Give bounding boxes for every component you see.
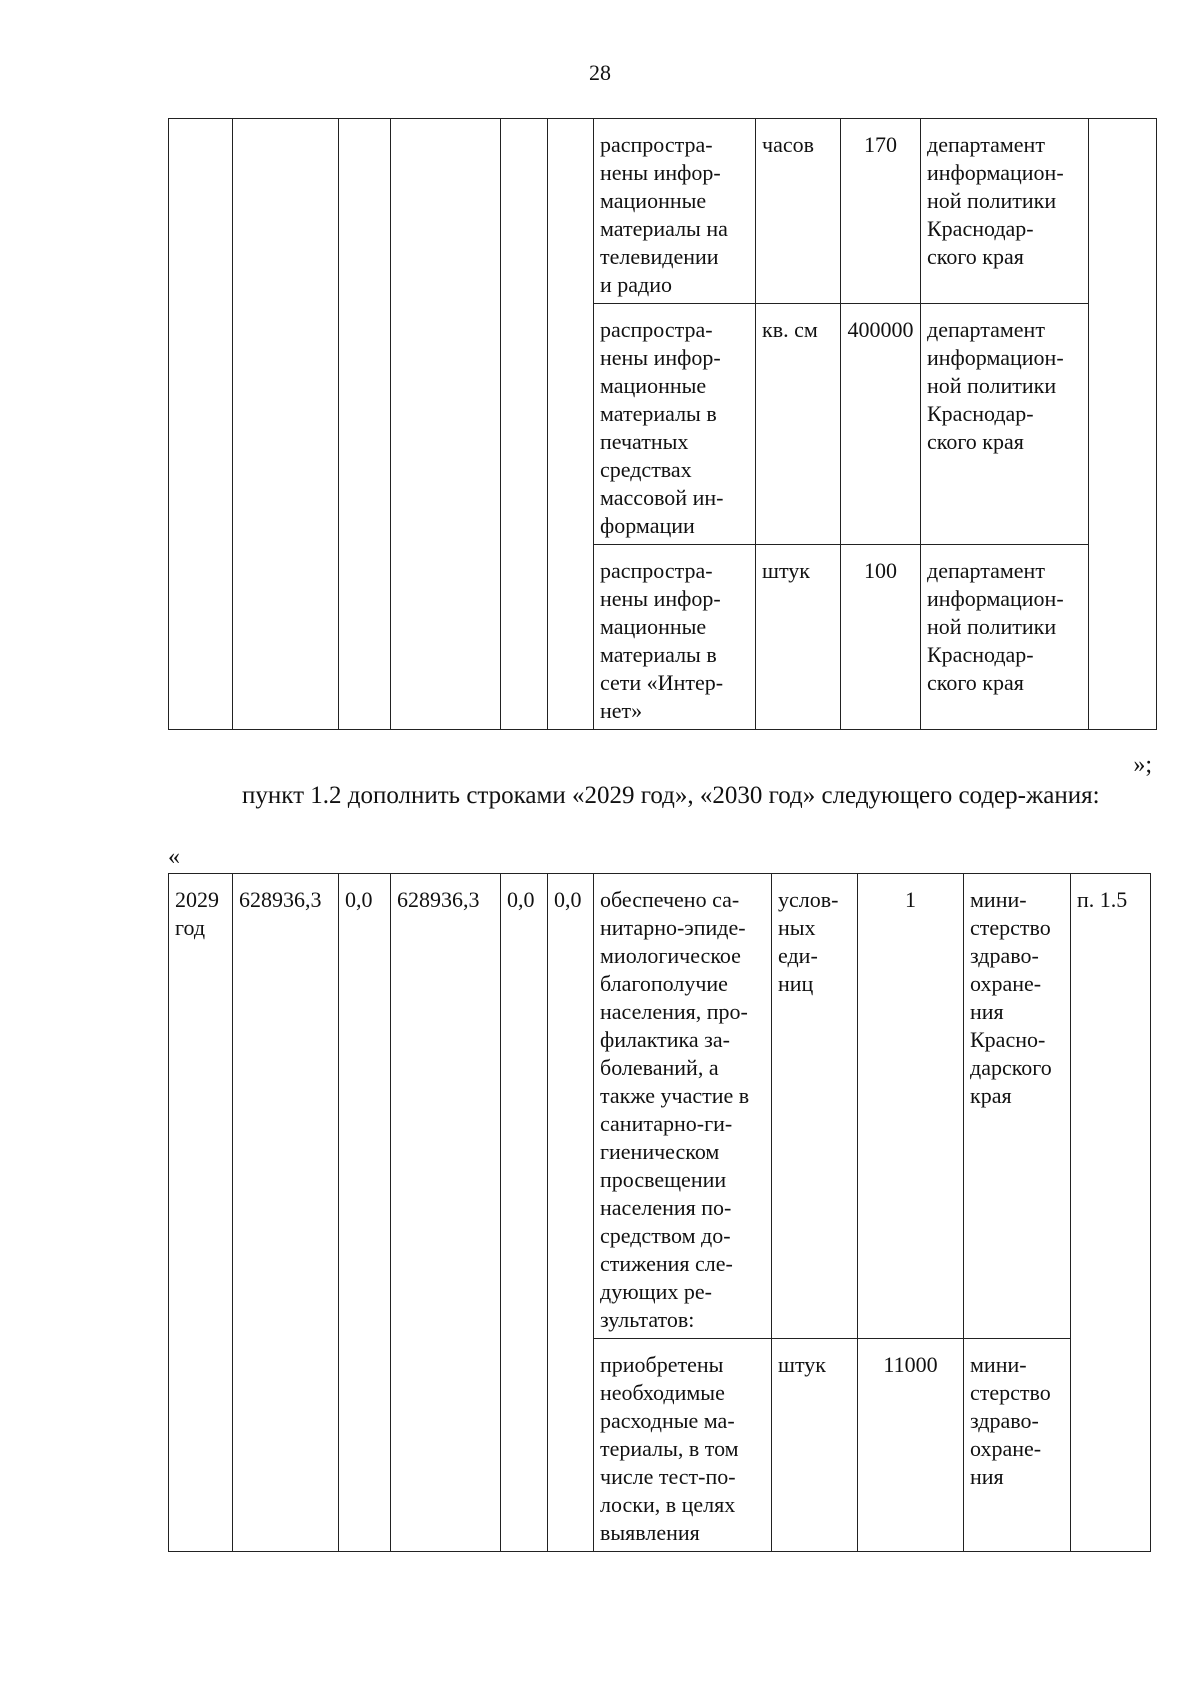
value-cell: 100 bbox=[841, 545, 921, 730]
executor-cell: департамент информацион- ной политики Краснодар- ского края bbox=[921, 119, 1089, 304]
unit-cell: часов bbox=[756, 119, 841, 304]
value-cell: 1 bbox=[858, 874, 964, 1339]
empty-cell bbox=[339, 119, 391, 730]
table-row bbox=[169, 119, 1157, 304]
year-cell: 2029 год bbox=[169, 874, 233, 1552]
result-text-cell: распростра- нены инфор- мационные материалы в сети «Интер- нет» bbox=[594, 545, 756, 730]
funding-cell: 0,0 bbox=[548, 874, 594, 1552]
executor-cell: департамент информацион- ной политики Краснодар- ского края bbox=[921, 545, 1089, 730]
amendment-paragraph: пункт 1.2 дополнить строками «2029 год», «2030 год» следующего содер-жания: bbox=[242, 782, 1100, 809]
empty-cell bbox=[233, 119, 339, 730]
unit-cell: штук bbox=[772, 1339, 858, 1552]
value-cell: 11000 bbox=[858, 1339, 964, 1552]
result-text-cell: приобретены необходимые расходные ма- териалы, в том числе тест-по- лоски, в целях выявления bbox=[594, 1339, 772, 1552]
empty-cell bbox=[1089, 119, 1157, 730]
executor-cell: департамент информацион- ной политики Краснодар- ского края bbox=[921, 304, 1089, 545]
empty-cell bbox=[391, 119, 501, 730]
empty-cell bbox=[501, 119, 548, 730]
empty-cell bbox=[169, 119, 233, 730]
total-cell: 628936,3 bbox=[233, 874, 339, 1552]
opening-quote: « bbox=[168, 844, 180, 870]
funding-cell: 0,0 bbox=[501, 874, 548, 1552]
continuation-table bbox=[168, 118, 1157, 730]
funding-cell: 0,0 bbox=[339, 874, 391, 1552]
table-row bbox=[169, 874, 1151, 1339]
value-cell: 400000 bbox=[841, 304, 921, 545]
funding-cell: 628936,3 bbox=[391, 874, 501, 1552]
result-text-cell: распростра- нены инфор- мационные материалы в печатных средствах массовой ин- формации bbox=[594, 304, 756, 545]
result-text-cell: обеспечено са- нитарно-эпиде- миологическое благополучие населения, про- филактика за- болеваний, а также участие в санитарно-ги- гиеническом просвещении населения по- средством до- стижения сле- дующих ре- зультатов: bbox=[594, 874, 772, 1339]
reference-cell: п. 1.5 bbox=[1071, 874, 1151, 1552]
page-number: 28 bbox=[589, 60, 611, 85]
unit-cell: штук bbox=[756, 545, 841, 730]
new-rows-table bbox=[168, 873, 1151, 1552]
unit-cell: услов- ных еди- ниц bbox=[772, 874, 858, 1339]
value-cell: 170 bbox=[841, 119, 921, 304]
empty-cell bbox=[548, 119, 594, 730]
unit-cell: кв. см bbox=[756, 304, 841, 545]
result-text-cell: распростра- нены инфор- мационные материалы на телевидении и радио bbox=[594, 119, 756, 304]
closing-quote: »; bbox=[1133, 752, 1152, 778]
executor-cell: мини- стерство здраво- охране- ния Красно- дарского края bbox=[964, 874, 1071, 1339]
executor-cell: мини- стерство здраво- охране- ния bbox=[964, 1339, 1071, 1552]
